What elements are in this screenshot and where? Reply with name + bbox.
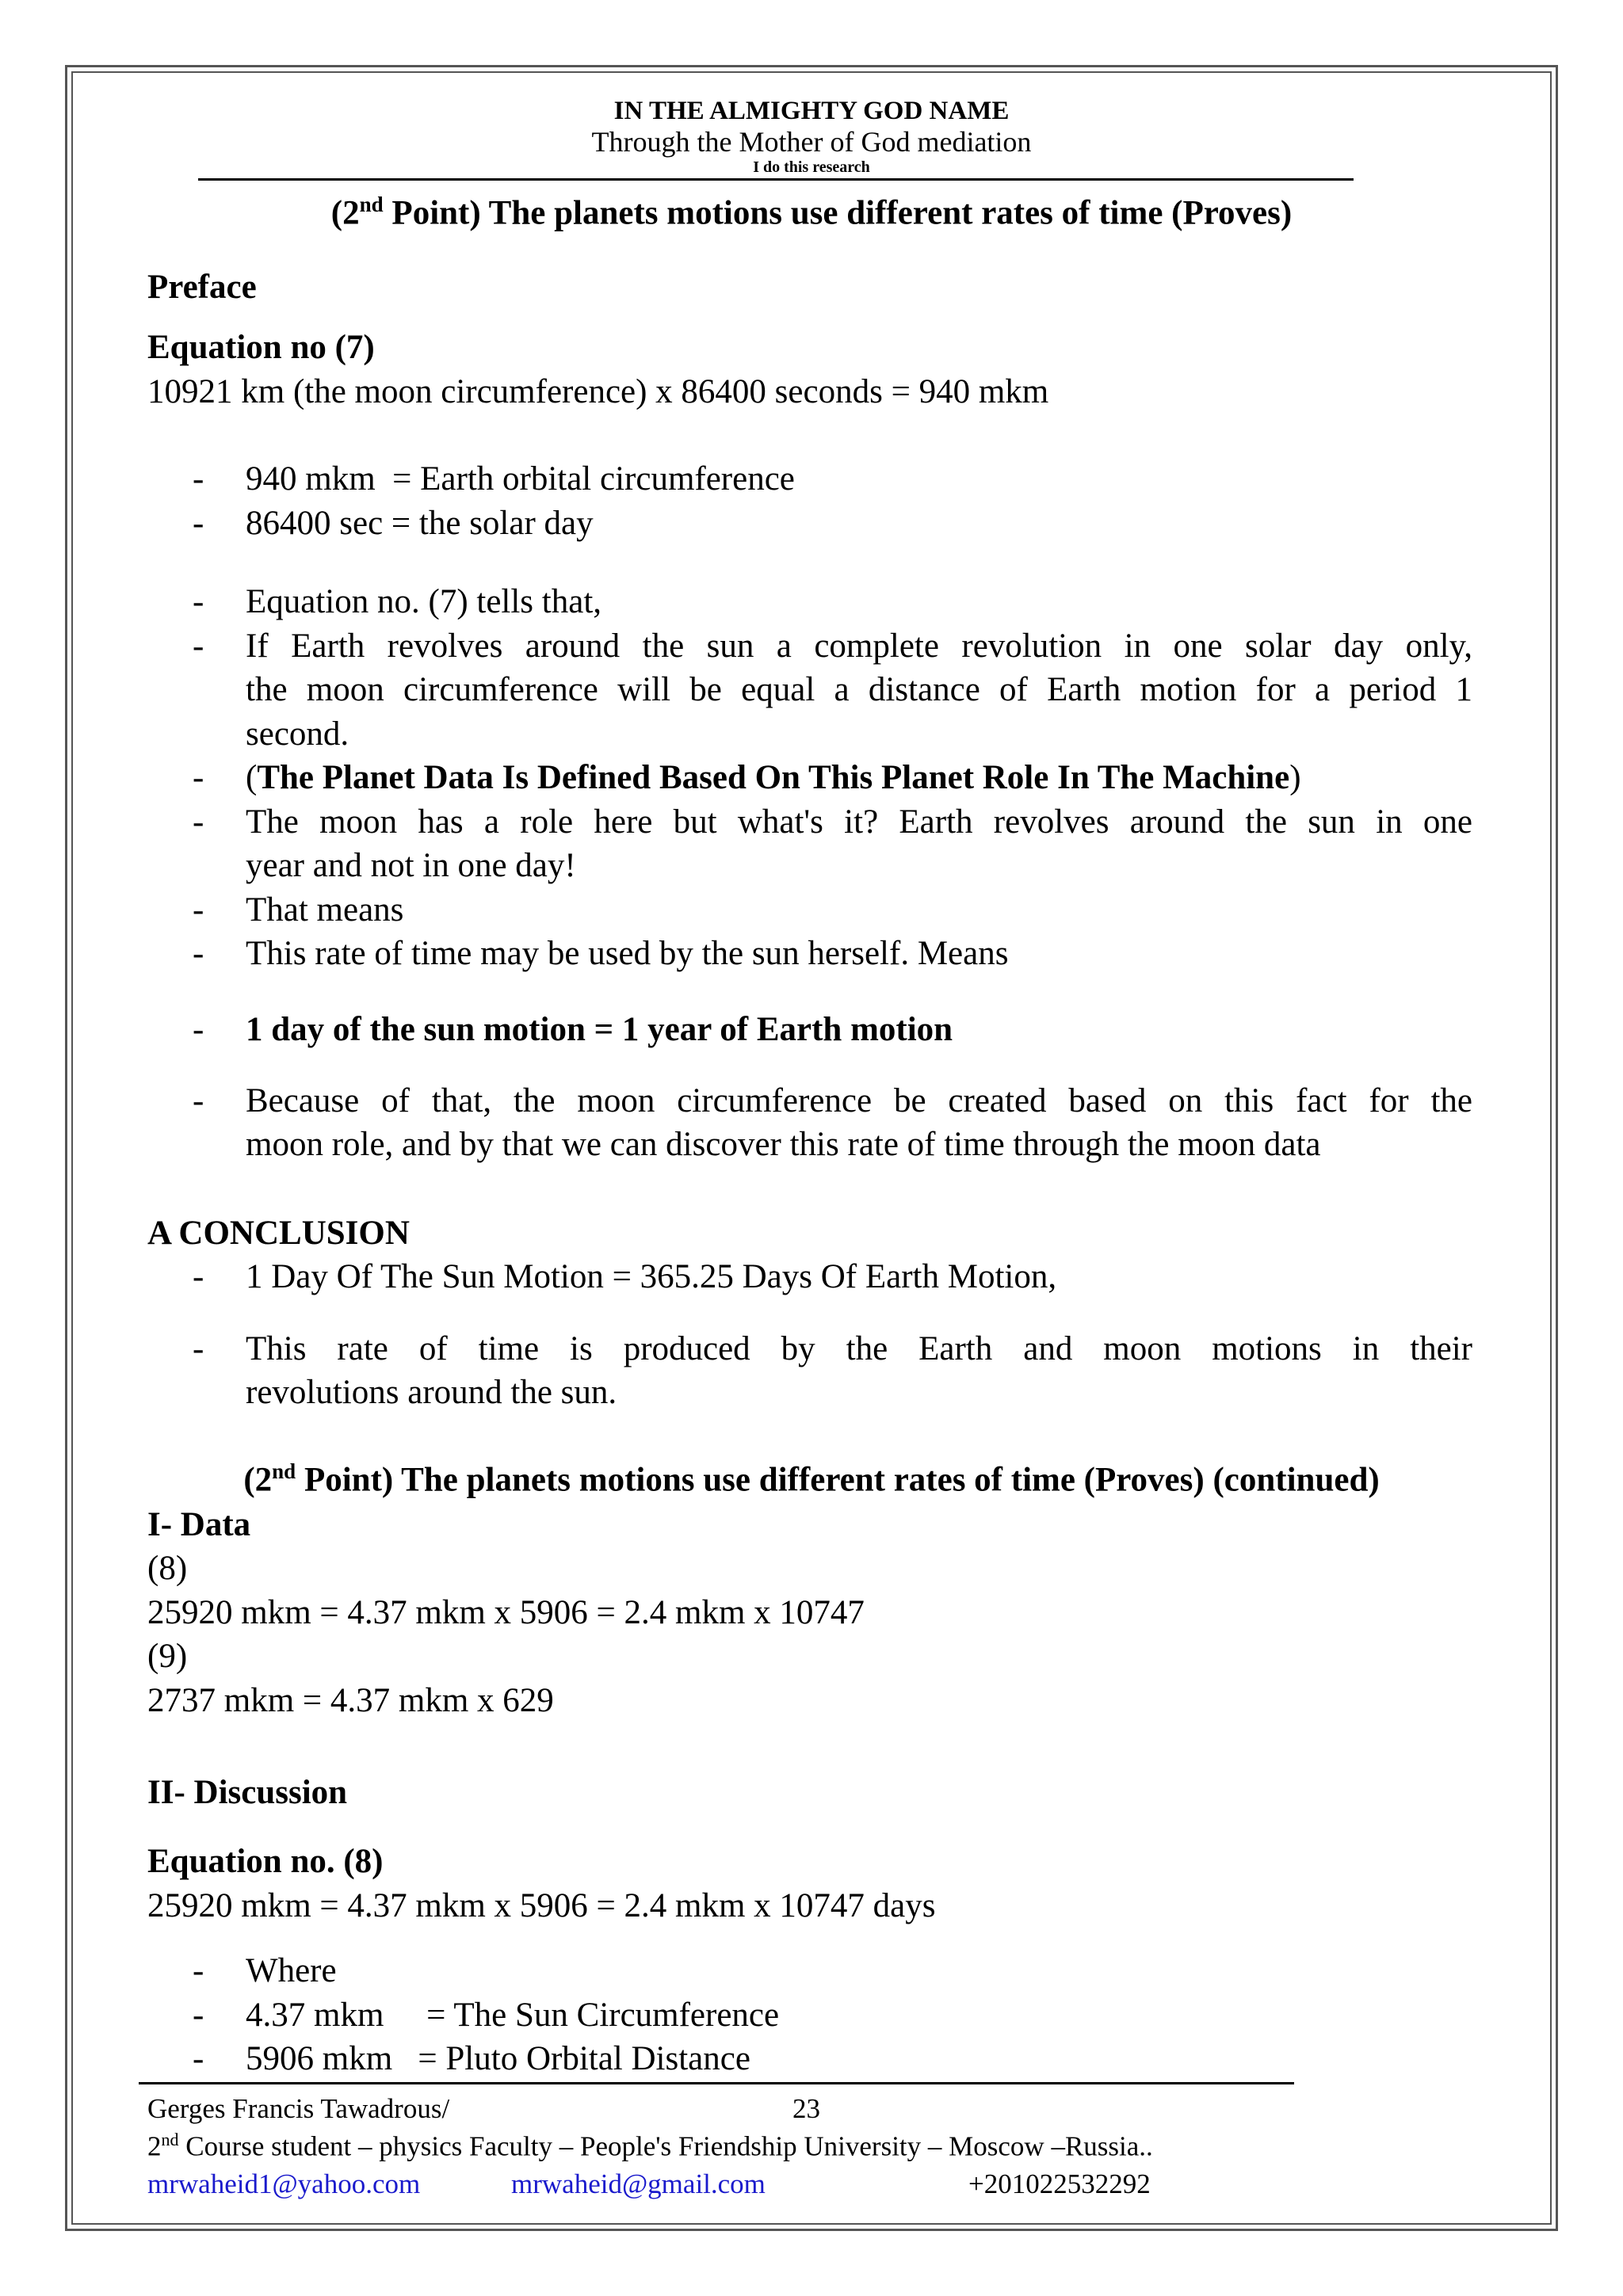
data-number-9: (9) xyxy=(147,1638,188,1675)
explanation-line: second. xyxy=(246,715,349,753)
title-text: Point) The planets motions use different rates of time (Proves) (continued) xyxy=(296,1461,1380,1499)
paren-open: ( xyxy=(246,759,258,796)
explanation-item xyxy=(246,758,1472,797)
conclusion-line: This rate of time is produced by the Earth and moon motions in their xyxy=(246,1330,1472,1367)
explanation-line: If Earth revolves around the sun a complete revolution in one solar day only, xyxy=(246,627,1472,665)
data-formula-9: 2737 mkm = 4.37 mkm x 629 xyxy=(147,1682,554,1719)
paren-close: ) xyxy=(1289,759,1301,796)
bullet-dash: - xyxy=(193,1082,204,1119)
bullet-dash: - xyxy=(193,803,204,841)
bullet-dash: - xyxy=(193,2040,204,2077)
key-statement: 1 day of the sun motion = 1 year of Earth motion xyxy=(246,1011,953,1048)
discussion-item: 5906 mkm = Pluto Orbital Distance xyxy=(246,2040,750,2077)
explanation-item: Equation no. (7) tells that, xyxy=(246,583,602,620)
explanation-line: year and not in one day! xyxy=(246,847,576,884)
affiliation-text: Course student – physics Faculty – People's Friendship University – Moscow –Russia.. xyxy=(178,2130,1153,2162)
explanation-item: This rate of time may be used by the sun herself. Means xyxy=(246,935,1009,972)
header-line-3: I do this research xyxy=(753,158,870,176)
title-prefix: (2 xyxy=(243,1461,273,1499)
data-formula-8: 25920 mkm = 4.37 mkm x 5906 = 2.4 mkm x 10747 xyxy=(147,1594,865,1631)
definition-item: 940 mkm = Earth orbital circumference xyxy=(246,460,795,498)
conclusion-item: 1 Day Of The Sun Motion = 365.25 Days Of Earth Motion, xyxy=(246,1258,1057,1295)
equation-7-formula: 10921 km (the moon circumference) x 86400 seconds = 940 mkm xyxy=(147,373,1049,410)
affiliation-superscript: nd xyxy=(161,2130,179,2149)
data-heading: I- Data xyxy=(147,1506,251,1543)
explanation-line: Because of that, the moon circumference be created based on this fact for the xyxy=(246,1082,1472,1119)
bullet-dash: - xyxy=(193,627,204,665)
bullet-dash: - xyxy=(193,1330,204,1367)
conclusion-line: revolutions around the sun. xyxy=(246,1374,617,1411)
footer-email-1[interactable]: mrwaheid1@yahoo.com xyxy=(147,2168,421,2199)
title-text: Point) The planets motions use different rates of time (Proves) xyxy=(383,194,1293,232)
bullet-dash: - xyxy=(193,935,204,972)
data-number-8: (8) xyxy=(147,1550,188,1587)
explanation-line: moon role, and by that we can discover this rate of time through the moon data xyxy=(246,1126,1321,1163)
bullet-dash: - xyxy=(193,1011,204,1048)
bullet-dash: - xyxy=(193,1952,204,1989)
bullet-dash: - xyxy=(193,1997,204,2034)
preface-heading: Preface xyxy=(147,269,257,306)
section-title-continued xyxy=(0,1459,1623,1499)
footer-phone: +201022532292 xyxy=(968,2168,1151,2199)
explanation-line: The moon has a role here but what's it? Earth revolves around the sun in one xyxy=(246,803,1472,841)
equation-8-heading: Equation no. (8) xyxy=(147,1843,384,1880)
header-rule xyxy=(198,178,1354,181)
footer-author: Gerges Francis Tawadrous/ xyxy=(147,2093,450,2124)
bullet-dash: - xyxy=(193,1258,204,1295)
affiliation-number: 2 xyxy=(147,2130,162,2162)
bullet-dash: - xyxy=(193,583,204,620)
discussion-item: 4.37 mkm = The Sun Circumference xyxy=(246,1997,780,2034)
conclusion-heading: A CONCLUSION xyxy=(147,1215,410,1252)
discussion-item: Where xyxy=(246,1952,337,1989)
bullet-dash: - xyxy=(193,891,204,929)
section-title xyxy=(0,193,1623,232)
bullet-dash: - xyxy=(193,460,204,498)
footer-affiliation xyxy=(147,2130,1153,2163)
explanation-line: the moon circumference will be equal a distance of Earth motion for a period 1 xyxy=(246,671,1472,708)
equation-7-heading: Equation no (7) xyxy=(147,329,375,366)
header-line-1: IN THE ALMIGHTY GOD NAME xyxy=(613,97,1010,125)
bullet-dash: - xyxy=(193,759,204,796)
header-line-2: Through the Mother of God mediation xyxy=(591,126,1032,158)
footer-email-2[interactable]: mrwaheid@gmail.com xyxy=(511,2168,766,2199)
title-superscript: nd xyxy=(272,1459,296,1483)
explanation-item: That means xyxy=(246,891,404,929)
bullet-dash: - xyxy=(193,505,204,542)
planet-data-statement: The Planet Data Is Defined Based On This Planet Role In The Machine xyxy=(257,759,1290,796)
page-number: 23 xyxy=(792,2093,820,2124)
discussion-heading: II- Discussion xyxy=(147,1774,348,1811)
equation-8-formula: 25920 mkm = 4.37 mkm x 5906 = 2.4 mkm x 10747 days xyxy=(147,1887,936,1924)
definition-item: 86400 sec = the solar day xyxy=(246,505,594,542)
title-superscript: nd xyxy=(359,193,384,216)
title-prefix: (2 xyxy=(330,194,360,232)
footer-rule xyxy=(139,2082,1294,2084)
